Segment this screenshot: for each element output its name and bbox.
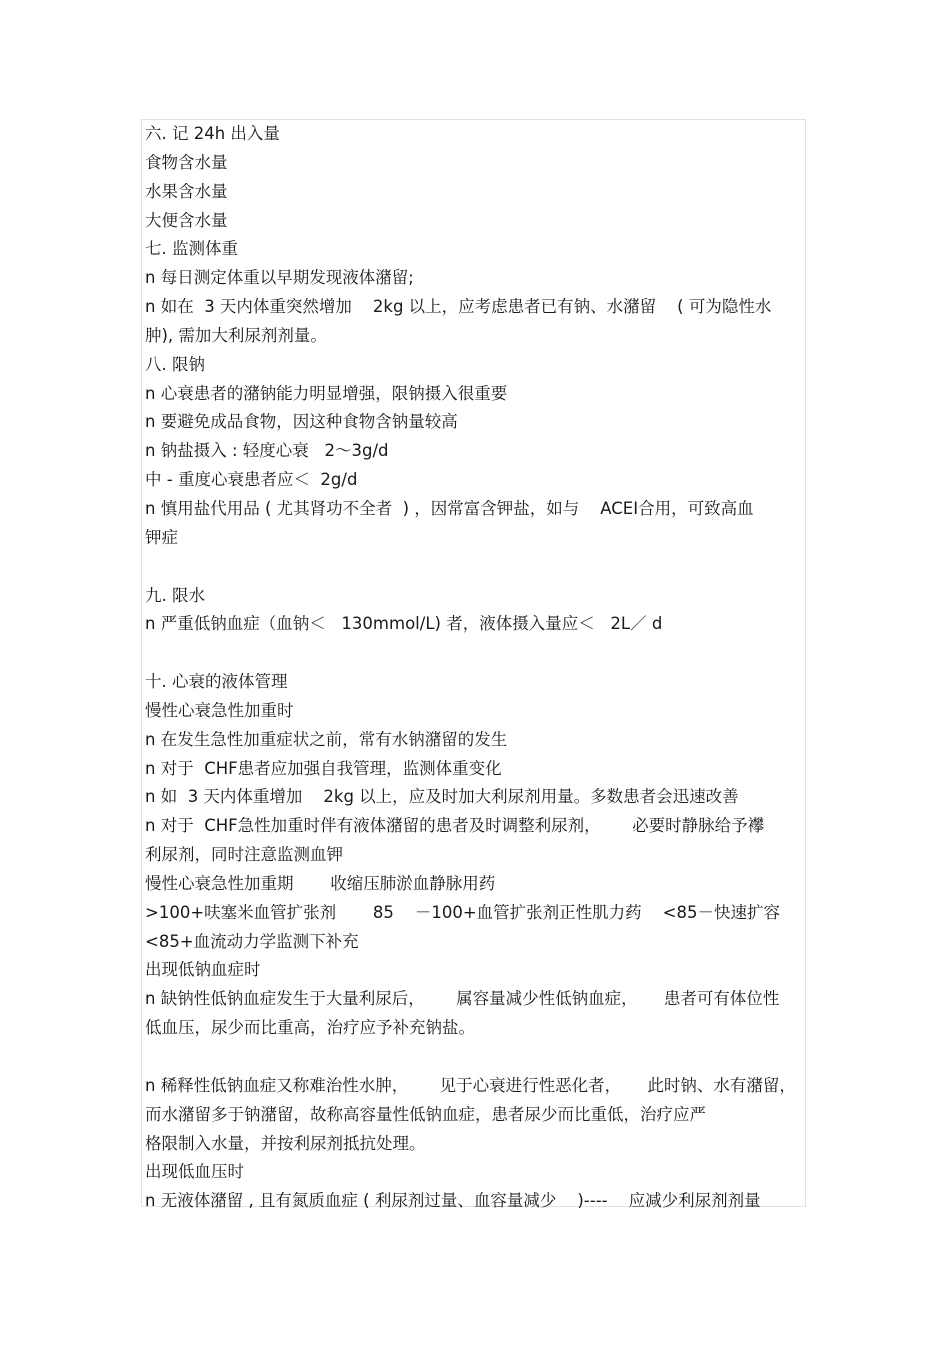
section-heading-monitor-weight: 七. 监测体重	[145, 239, 238, 259]
text-line: 利尿剂，同时注意监测血钾	[145, 845, 343, 865]
section-heading-limit-sodium: 八. 限钠	[145, 354, 205, 374]
subheading: 出现低血压时	[145, 1162, 244, 1182]
section-heading-fluid-management: 十. 心衰的液体管理	[145, 672, 288, 692]
bullet-line: n 对于 CHF患者应加强自我管理，监测体重变化	[145, 758, 502, 778]
text-line: 水果含水量	[145, 181, 228, 201]
bullet-line: n 在发生急性加重症状之前，常有水钠潴留的发生	[145, 729, 508, 749]
bullet-line: n 缺钠性低钠血症发生于大量利尿后， 属容量减少性低钠血症， 患者可有体位性	[145, 989, 780, 1009]
text-line: 食物含水量	[145, 152, 228, 172]
bullet-line: n 对于 CHF急性加重时伴有液体潴留的患者及时调整利尿剂， 必要时静脉给予襻	[145, 816, 765, 836]
blank-line	[145, 553, 805, 582]
text-line: 钾症	[145, 527, 178, 547]
bullet-line: n 慎用盐代用品 ( 尤其肾功不全者 ) ，因常富含钾盐，如与 ACEI合用，可致高血	[145, 498, 754, 518]
text-line: 大便含水量	[145, 210, 228, 230]
text-line: 而水潴留多于钠潴留，故称高容量性低钠血症，患者尿少而比重低，治疗应严	[145, 1104, 706, 1124]
bullet-line: n 严重低钠血症（血钠＜ 130mmol/L) 者，液体摄入量应＜ 2L／ d	[145, 614, 663, 634]
subheading: 慢性心衰急性加重期 收缩压肺淤血静脉用药	[145, 873, 496, 893]
text-line: 中 - 重度心衰患者应＜ 2g/d	[145, 470, 358, 490]
text-line: 格限制入水量，并按利尿剂抵抗处理。	[145, 1133, 426, 1153]
section-heading-limit-water: 九. 限水	[145, 585, 205, 605]
bullet-line: n 要避免成品食物，因这种食物含钠量较高	[145, 412, 458, 432]
text-line: <85+血流动力学监测下补充	[145, 931, 359, 951]
subheading: 出现低钠血症时	[145, 960, 261, 980]
document-body	[145, 120, 805, 1216]
bullet-line: n 心衰患者的潴钠能力明显增强，限钠摄入很重要	[145, 383, 508, 403]
section-heading-record-intake-output: 六. 记 24h 出入量	[145, 124, 280, 143]
bullet-line: n 稀释性低钠血症又称难治性水肿， 见于心衰进行性恶化者， 此时钠、水有潴留，	[145, 1075, 796, 1095]
subheading: 慢性心衰急性加重时	[145, 700, 294, 720]
bullet-line: n 无液体潴留 , 且有氮质血症 ( 利尿剂过量、血容量减少 )---- 应减少利尿剂剂量	[145, 1191, 761, 1211]
blank-line	[145, 639, 805, 668]
bullet-line: n 钠盐摄入 : 轻度心衰 2～3g/d	[145, 441, 389, 461]
bullet-line: n 如在 3 天内体重突然增加 2kg 以上，应考虑患者已有钠、水潴留 ( 可为隐性水	[145, 297, 772, 317]
bullet-line: n 每日测定体重以早期发现液体潴留;	[145, 268, 414, 288]
text-line: 低血压，尿少而比重高，治疗应予补充钠盐。	[145, 1018, 475, 1038]
blank-line	[145, 1043, 805, 1072]
text-line: 肿), 需加大利尿剂剂量。	[145, 325, 327, 345]
bullet-line: n 如 3 天内体重增加 2kg 以上，应及时加大利尿剂用量。多数患者会迅速改善	[145, 787, 739, 807]
text-line: >100+呋塞米血管扩张剂 85 －100+血管扩张剂正性肌力药 <85－快速扩容	[145, 902, 780, 922]
